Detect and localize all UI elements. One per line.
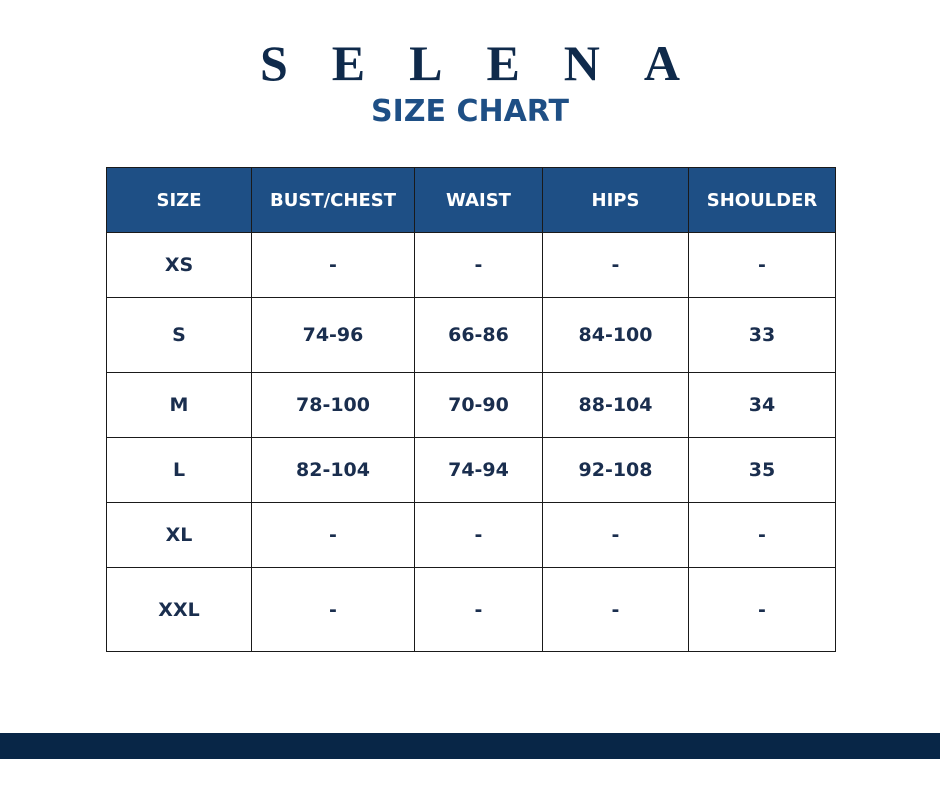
shoulder-cell: -	[689, 503, 836, 568]
table-row	[107, 438, 836, 503]
bust-chest-cell: -	[252, 233, 415, 298]
shoulder-cell: 34	[689, 373, 836, 438]
size-cell: M	[107, 373, 252, 438]
table-header-row	[107, 168, 836, 233]
hips-cell: 92-108	[543, 438, 689, 503]
table-row	[107, 233, 836, 298]
size-cell: XS	[107, 233, 252, 298]
bust-chest-cell: 82-104	[252, 438, 415, 503]
shoulder-cell: 33	[689, 298, 836, 373]
waist-cell: -	[415, 233, 543, 298]
bust-chest-cell: -	[252, 568, 415, 652]
header-size: SIZE	[107, 168, 252, 233]
hips-cell: -	[543, 568, 689, 652]
header-waist: WAIST	[415, 168, 543, 233]
header-hips: HIPS	[543, 168, 689, 233]
table-row	[107, 503, 836, 568]
waist-cell: 66-86	[415, 298, 543, 373]
size-chart-table	[106, 167, 836, 652]
waist-cell: 74-94	[415, 438, 543, 503]
waist-cell: -	[415, 568, 543, 652]
bust-chest-cell: 78-100	[252, 373, 415, 438]
bust-chest-cell: -	[252, 503, 415, 568]
hips-cell: -	[543, 233, 689, 298]
waist-cell: -	[415, 503, 543, 568]
size-cell: S	[107, 298, 252, 373]
footer-bar	[0, 733, 940, 759]
table-row	[107, 373, 836, 438]
hips-cell: 84-100	[543, 298, 689, 373]
header-bust-chest: BUST/CHEST	[252, 168, 415, 233]
size-cell: XL	[107, 503, 252, 568]
table-row	[107, 568, 836, 652]
shoulder-cell: 35	[689, 438, 836, 503]
hips-cell: 88-104	[543, 373, 689, 438]
brand-title: SELENA	[259, 35, 725, 91]
bust-chest-cell: 74-96	[252, 298, 415, 373]
table-row	[107, 298, 836, 373]
size-cell: XXL	[107, 568, 252, 652]
shoulder-cell: -	[689, 233, 836, 298]
hips-cell: -	[543, 503, 689, 568]
waist-cell: 70-90	[415, 373, 543, 438]
shoulder-cell: -	[689, 568, 836, 652]
header-shoulder: SHOULDER	[689, 168, 836, 233]
page-subtitle: SIZE CHART	[370, 94, 570, 129]
size-cell: L	[107, 438, 252, 503]
